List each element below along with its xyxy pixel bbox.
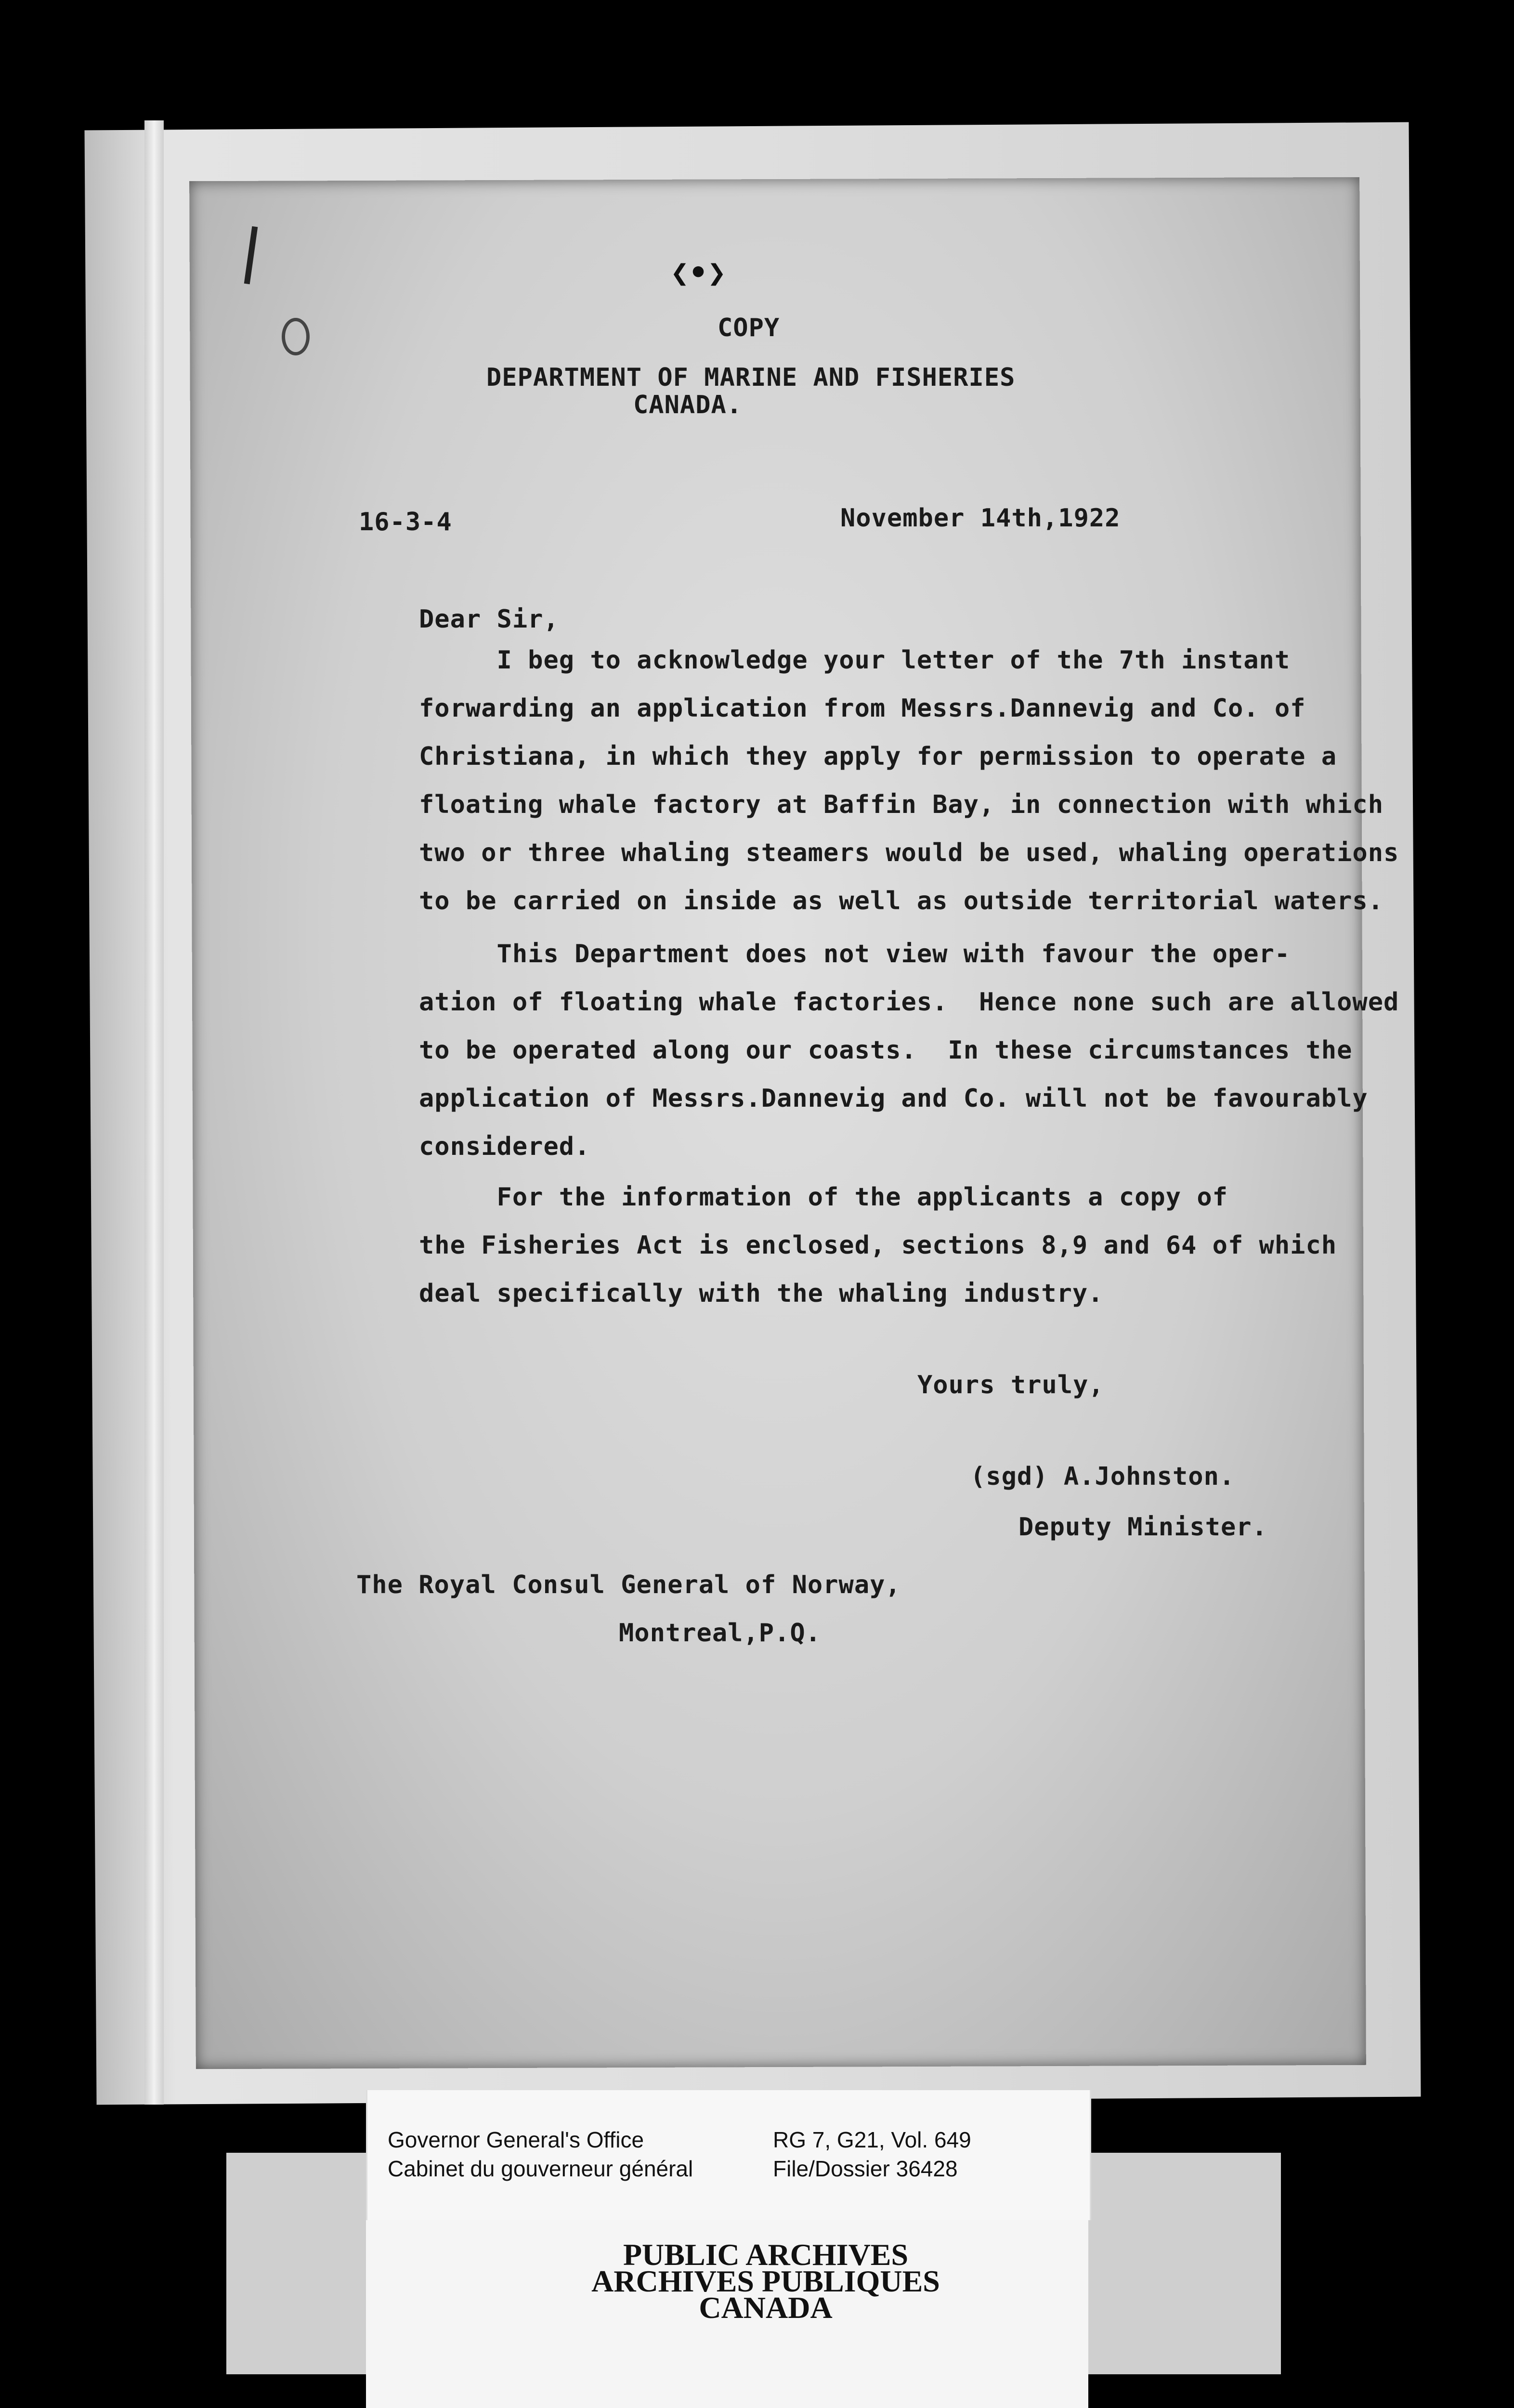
archives-stamp-line1: PUBLIC ARCHIVES bbox=[623, 2238, 909, 2272]
paper-edge bbox=[144, 120, 164, 2105]
body-line: forwarding an application from Messrs.Dannevig and Co. of bbox=[419, 694, 1306, 723]
body-line: to be carried on inside as well as outside territorial waters. bbox=[419, 887, 1384, 916]
record-group: RG 7, G21, Vol. 649 bbox=[773, 2127, 971, 2152]
body-line: the Fisheries Act is enclosed, sections 8,9 and 64 of which bbox=[419, 1231, 1337, 1260]
body-line: floating whale factory at Baffin Bay, in connection with which bbox=[419, 790, 1384, 819]
file-number: File/Dossier 36428 bbox=[773, 2156, 958, 2181]
letter-date: November 14th,1922 bbox=[840, 504, 1121, 533]
body-line: considered. bbox=[419, 1132, 590, 1161]
department-heading: DEPARTMENT OF MARINE AND FISHERIES bbox=[486, 363, 1016, 392]
body-line: to be operated along our coasts. In these circumstances the bbox=[419, 1036, 1353, 1065]
closing: Yours truly, bbox=[917, 1371, 1104, 1400]
archive-label-card bbox=[366, 2090, 1091, 2220]
body-line: This Department does not view with favour the oper- bbox=[419, 940, 1291, 968]
body-line: I beg to acknowledge your letter of the 7th instant bbox=[419, 646, 1291, 675]
copy-heading: COPY bbox=[718, 314, 780, 342]
addressee: The Royal Consul General of Norway, bbox=[356, 1570, 901, 1599]
letter-sheet bbox=[189, 177, 1366, 2069]
body-line: application of Messrs.Dannevig and Co. will not be favourably bbox=[419, 1084, 1368, 1113]
office-french: Cabinet du gouverneur général bbox=[388, 2156, 693, 2181]
country-heading: CANADA. bbox=[633, 391, 743, 419]
file-reference: 16-3-4 bbox=[359, 508, 452, 537]
punch-hole bbox=[282, 318, 310, 355]
salutation: Dear Sir, bbox=[419, 605, 559, 634]
addressee-location: Montreal,P.Q. bbox=[619, 1619, 821, 1648]
body-line: For the information of the applicants a copy of bbox=[419, 1183, 1228, 1212]
signer-title: Deputy Minister. bbox=[1018, 1513, 1267, 1542]
archives-stamp-line2: ARCHIVES PUBLIQUES bbox=[591, 2264, 940, 2298]
body-line: deal specifically with the whaling industry. bbox=[419, 1279, 1104, 1308]
ornament-icon: ❮•❯ bbox=[670, 255, 726, 291]
body-line: Christiana, in which they apply for permission to operate a bbox=[419, 742, 1337, 771]
office-english: Governor General's Office bbox=[388, 2127, 644, 2152]
signature: (sgd) A.Johnston. bbox=[970, 1462, 1235, 1491]
archives-stamp-line3: CANADA bbox=[699, 2290, 833, 2325]
body-line: two or three whaling steamers would be used, whaling operations bbox=[419, 838, 1399, 867]
body-line: ation of floating whale factories. Hence none such are allowed bbox=[419, 988, 1399, 1017]
